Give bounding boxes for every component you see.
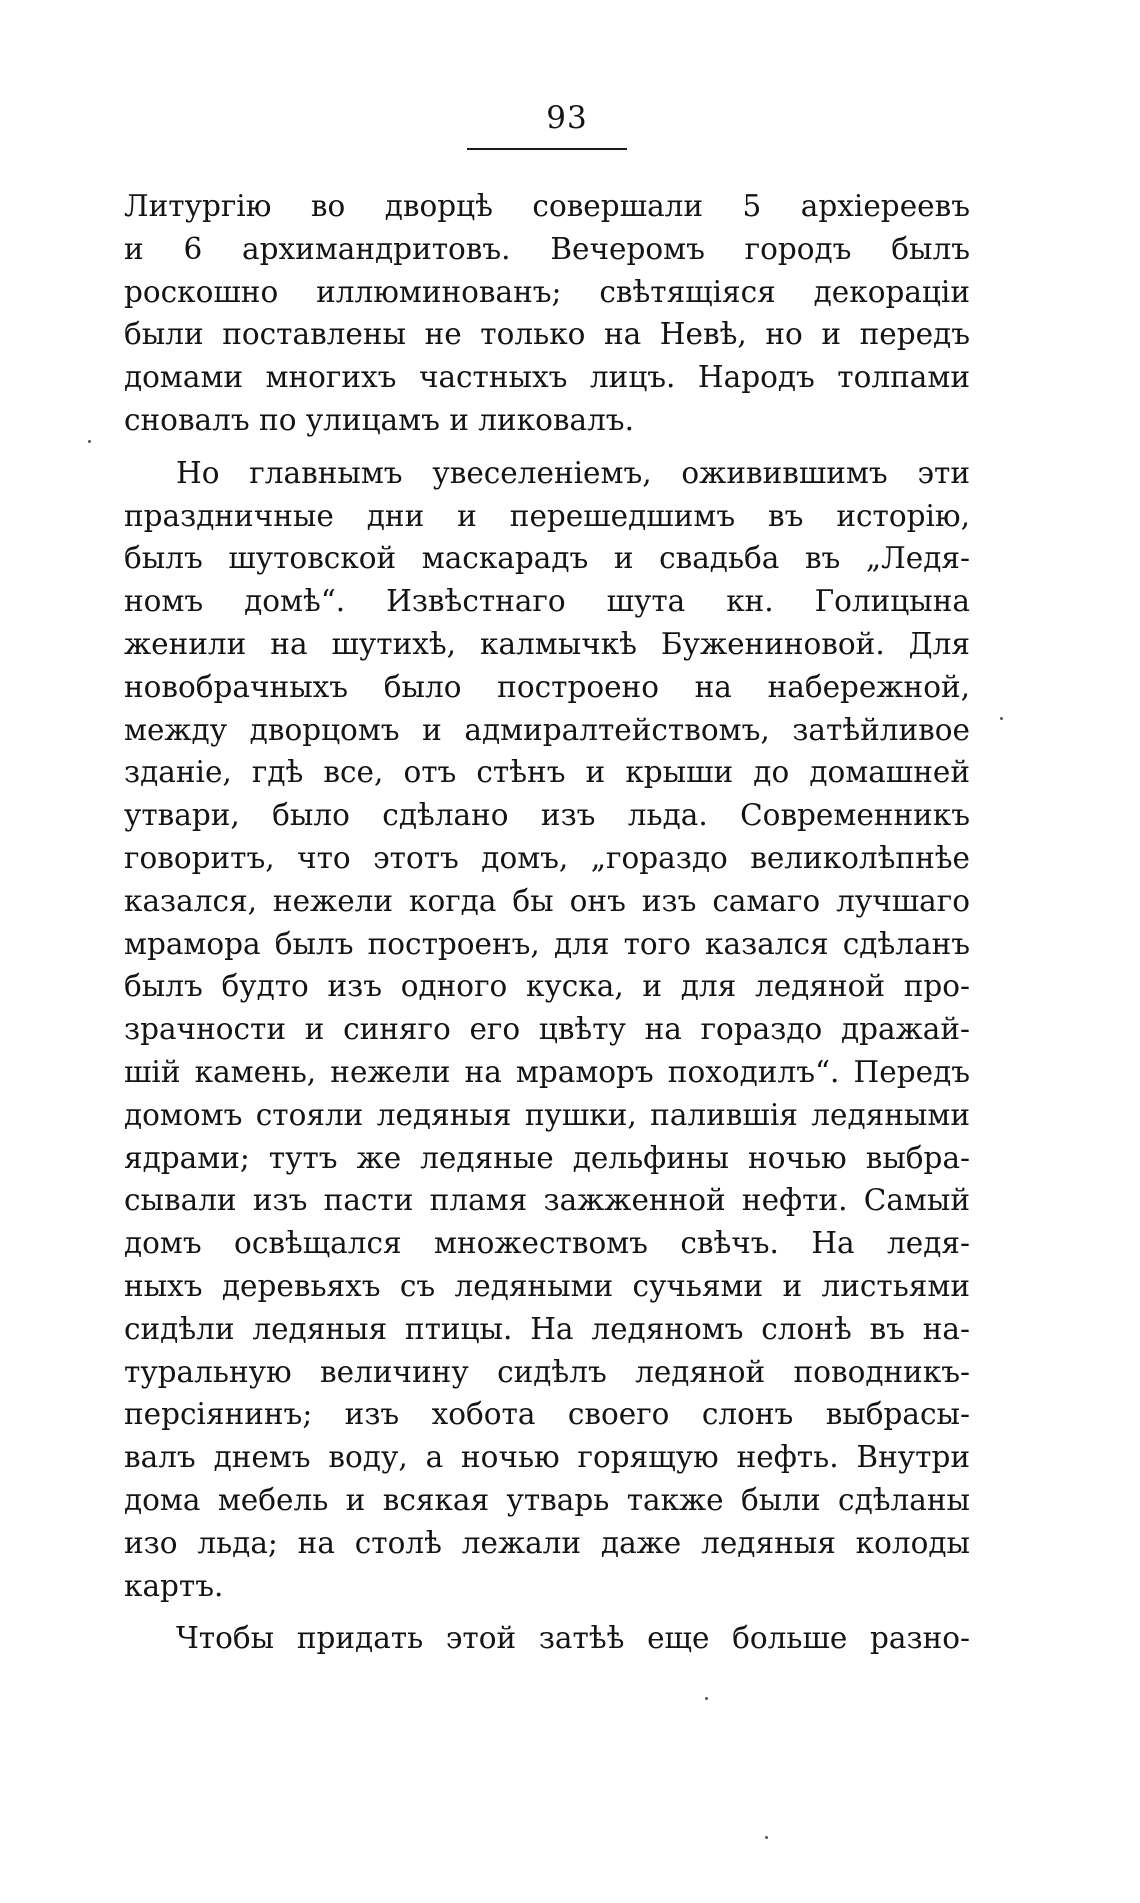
text-line: роскошно иллюминованъ; свѣтящіяся декораціи bbox=[124, 274, 970, 309]
text-line: праздничные дни и перешедшимъ въ исторію, bbox=[124, 498, 970, 533]
scan-speck bbox=[1000, 717, 1003, 720]
text-line: новобрачныхъ было построено на набережной, bbox=[124, 669, 970, 704]
text-line: сывали изъ пасти пламя зажженной нефти. Самый bbox=[124, 1183, 970, 1218]
paragraph-2 bbox=[124, 452, 970, 1608]
text-line: казался, нежели когда бы онъ изъ самаго лучшаго bbox=[124, 883, 970, 918]
text-line: Но главнымъ увеселеніемъ, оживившимъ эти bbox=[176, 455, 970, 490]
page-number-rule bbox=[467, 148, 627, 150]
text-line: дома мебель и всякая утварь также были сдѣланы bbox=[124, 1482, 970, 1517]
text-line: персіянинъ; изъ хобота своего слонъ выбрасы- bbox=[124, 1397, 970, 1432]
text-line: и 6 архимандритовъ. Вечеромъ городъ былъ bbox=[124, 231, 970, 266]
text-line: домами многихъ частныхъ лицъ. Народъ толпами bbox=[124, 360, 970, 395]
body-text bbox=[124, 185, 970, 1660]
page-number: 93 bbox=[546, 100, 588, 136]
scan-speck bbox=[88, 440, 91, 443]
text-line: утвари, было сдѣлано изъ льда. Современникъ bbox=[124, 798, 970, 833]
text-line: сновалъ по улицамъ и ликовалъ. bbox=[124, 402, 634, 437]
paragraph-gap bbox=[124, 1607, 970, 1617]
text-line: мрамора былъ построенъ, для того казался сдѣланъ bbox=[124, 926, 970, 961]
text-line: между дворцомъ и адмиралтействомъ, затѣйливое bbox=[124, 712, 970, 747]
paragraph-gap bbox=[124, 442, 970, 452]
text-line: сидѣли ледяныя птицы. На ледяномъ слонѣ въ на- bbox=[124, 1311, 970, 1346]
text-line: валъ днемъ воду, а ночью горящую нефть. Внутри bbox=[124, 1440, 970, 1475]
text-line: Литургію во дворцѣ совершали 5 архіереевъ bbox=[124, 189, 970, 223]
paragraph-1 bbox=[124, 185, 970, 442]
text-line: говоритъ, что этотъ домъ, „гораздо великолѣпнѣе bbox=[124, 840, 970, 875]
text-line: изо льда; на столѣ лежали даже ледяныя колоды bbox=[124, 1525, 970, 1560]
text-line: былъ шутовской маскарадъ и свадьба въ „Ледя- bbox=[124, 541, 970, 576]
text-line: номъ домѣ“. Извѣстнаго шута кн. Голицына bbox=[124, 584, 970, 619]
text-line: домомъ стояли ледяныя пушки, палившія ледяными bbox=[124, 1097, 970, 1132]
scan-speck bbox=[705, 1697, 708, 1700]
text-line: ядрами; тутъ же ледяные дельфины ночью выбра- bbox=[124, 1140, 970, 1175]
text-line: зданіе, гдѣ все, отъ стѣнъ и крыши до домашней bbox=[124, 755, 970, 790]
text-line: были поставлены не только на Невѣ, но и передъ bbox=[124, 317, 970, 352]
text-line: зрачности и синяго его цвѣту на гораздо дражай- bbox=[124, 1012, 970, 1047]
text-line: туральную величину сидѣлъ ледяной поводникъ- bbox=[124, 1354, 970, 1389]
text-line: ныхъ деревьяхъ съ ледяными сучьями и листьями bbox=[124, 1268, 970, 1303]
text-line: Чтобы придать этой затѣѣ еще больше разно- bbox=[176, 1621, 970, 1656]
text-line: домъ освѣщался множествомъ свѣчъ. На ледя- bbox=[124, 1226, 970, 1261]
text-line: женили на шутихѣ, калмычкѣ Бужениновой. Для bbox=[124, 626, 970, 661]
text-line: былъ будто изъ одного куска, и для ледяной про- bbox=[124, 969, 970, 1004]
text-line: картъ. bbox=[124, 1568, 224, 1603]
paragraph-3 bbox=[124, 1617, 970, 1660]
text-line: шій камень, нежели на мраморъ походилъ“. Передъ bbox=[124, 1054, 970, 1089]
scan-speck bbox=[765, 1836, 768, 1839]
